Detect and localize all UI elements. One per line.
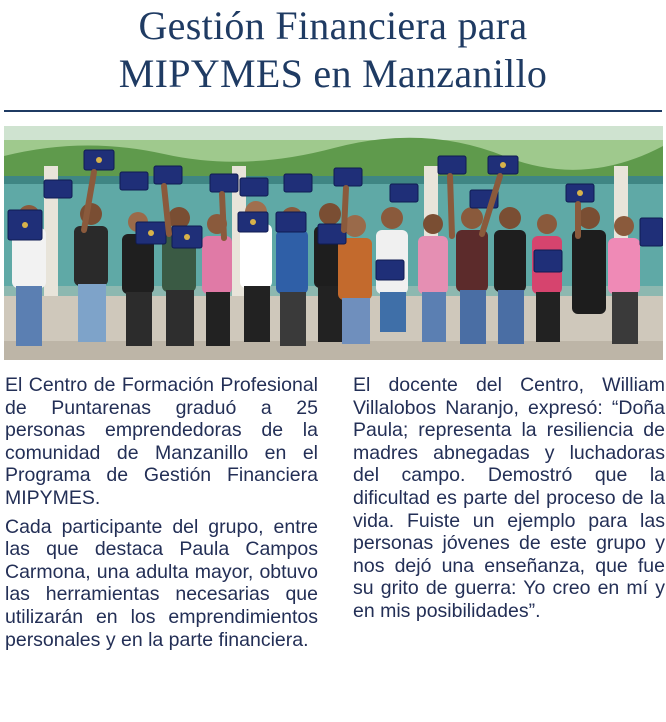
article-title-line-2: MIPYMES en Manzanillo [118, 51, 548, 96]
article-title-line-1: Gestión Financiera para [138, 3, 528, 48]
article-column-right [353, 374, 665, 629]
article-paragraph: El Centro de Formación Profesional de Puntarenas graduó a 25 personas emprendedoras de la comunidad de Manzanillo en el Programa de Gestión Financiera MIPYMES. [5, 374, 318, 509]
article-paragraph: Cada participante del grupo, entre las que destaca Paula Campos Carmona, una adulta mayor, obtuvo las herramientas necesarias que utilizarán en los emprendimientos personales y en la parte financiera. [5, 515, 318, 651]
article-paragraph-quote: El docente del Centro, William Villalobos Naranjo, expresó: “Doña Paula; representa la resiliencia de madres abnegadas y luchadoras del campo. Demostró que la dificultad es parte del proceso de la vida. Fuiste un ejemplo para las personas jóvenes de este grupo y nos dejó una enseñanza, que fue su grito de guerra: Yo creo en mí y en mis posibilidades”. [353, 374, 665, 622]
article-column-left [5, 374, 318, 657]
group-photo [4, 126, 663, 360]
article-title [0, 2, 666, 98]
title-divider [4, 110, 662, 112]
